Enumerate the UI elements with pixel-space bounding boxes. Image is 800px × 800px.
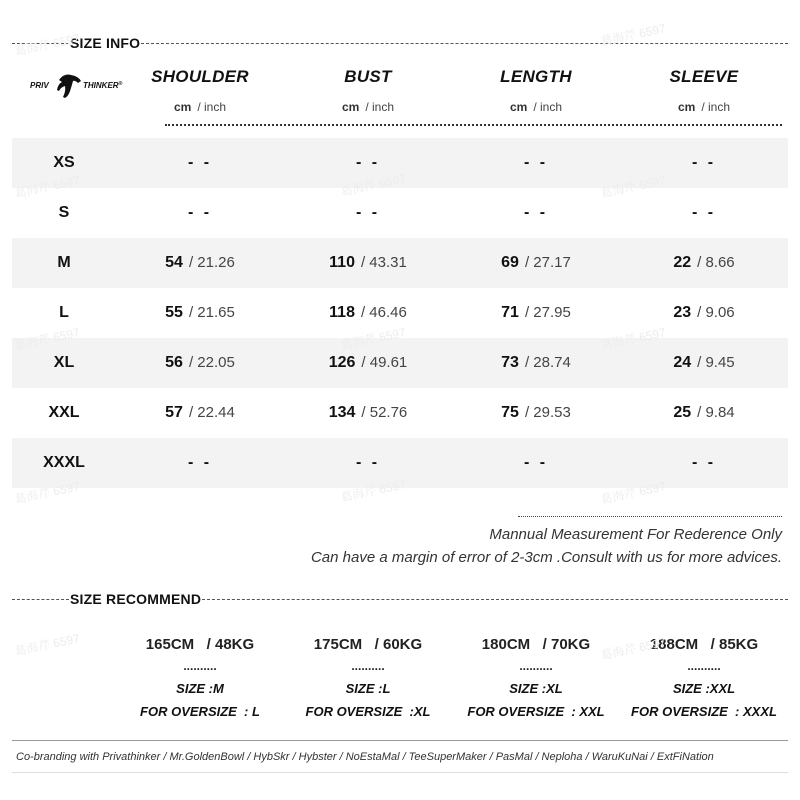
- size-recommend-title-bar: [12, 592, 788, 606]
- size-label: M: [57, 254, 71, 271]
- note-line-1: Mannual Measurement For Rederence Only: [489, 526, 782, 543]
- measurement-empty: - -: [187, 154, 213, 171]
- recommend-size: SIZE :XL: [509, 681, 563, 696]
- column-name: SLEEVE: [669, 67, 739, 86]
- measurement-empty: - -: [523, 154, 549, 171]
- measurement-empty: - -: [523, 204, 549, 221]
- note-line-2: Can have a margin of error of 2-3cm .Consult with us for more advices.: [310, 549, 782, 566]
- measurement-inch: / 21.26: [188, 254, 235, 271]
- logo-text-left: PRIV: [30, 81, 49, 90]
- title-dash-right: [202, 599, 788, 600]
- measurement-inch: / 28.74: [524, 354, 571, 371]
- measurement-cm: 69: [501, 254, 519, 271]
- measurement-empty: - -: [187, 204, 213, 221]
- measurement-empty: - -: [355, 454, 381, 471]
- measurement-cell: [284, 388, 452, 438]
- measurement-cm: 22: [673, 254, 692, 271]
- measurement-inch: / 22.44: [188, 404, 235, 421]
- recommend-dots: ..........: [351, 659, 385, 673]
- watermark: 葛海芹 6597: [599, 173, 667, 201]
- watermark: 葛海芹 6597: [13, 31, 81, 59]
- recommend-dots: ..........: [687, 659, 721, 673]
- size-recommend-item: [284, 636, 452, 719]
- measurement-inch: / 29.53: [524, 404, 571, 421]
- size-label: L: [59, 304, 69, 321]
- measurement-empty: - -: [187, 454, 213, 471]
- recommend-oversize: FOR OVERSIZE : XXXL: [631, 704, 777, 719]
- measurement-inch: / 43.31: [360, 254, 407, 271]
- recommend-height-weight: 165CM / 48KG: [145, 636, 255, 653]
- recommend-oversize: FOR OVERSIZE : XXL: [467, 704, 605, 719]
- measurement-cm: 25: [673, 404, 692, 421]
- watermark: 葛海芹 6597: [599, 325, 667, 353]
- measurement-inch: / 8.66: [697, 254, 735, 271]
- table-row: [12, 338, 788, 388]
- column-units: cm / inch: [677, 100, 731, 114]
- recommend-size: SIZE :L: [345, 681, 391, 696]
- measurement-empty: - -: [523, 454, 549, 471]
- measurement-inch: / 49.61: [361, 354, 408, 371]
- watermark: 葛海芹 6597: [339, 325, 407, 353]
- table-row: [12, 188, 788, 238]
- measurement-cm: 118: [329, 304, 355, 321]
- recommend-height-weight: 188CM / 85KG: [649, 636, 759, 653]
- measurement-empty: - -: [355, 204, 381, 221]
- measurement-cell: [620, 338, 788, 388]
- measurement-cell: [116, 388, 284, 438]
- watermark: 葛海芹 6597: [13, 325, 81, 353]
- panther-logo-icon: [56, 70, 84, 100]
- table-row: [12, 238, 788, 288]
- measurement-cell: [116, 288, 284, 338]
- footer-divider: [12, 740, 788, 741]
- measurement-inch: / 21.65: [188, 304, 235, 321]
- size-label: S: [58, 204, 70, 221]
- measurement-cell: [116, 338, 284, 388]
- size-recommend-item: [116, 636, 284, 719]
- measurement-inch: / 27.17: [524, 254, 571, 271]
- measurement-cm: 54: [165, 254, 183, 271]
- watermark: 葛海芹 6597: [13, 173, 81, 201]
- recommend-size: SIZE :XXL: [672, 681, 736, 696]
- measurement-cell: [116, 238, 284, 288]
- size-label: XXXL: [43, 454, 85, 471]
- recommend-height-weight: 180CM / 70KG: [481, 636, 591, 653]
- measurement-cm: 55: [165, 304, 183, 321]
- measurement-inch: / 9.06: [697, 304, 735, 321]
- size-label: XS: [53, 154, 75, 171]
- measurement-cell: [452, 338, 620, 388]
- watermark: 葛海芹 6597: [339, 171, 407, 199]
- measurement-inch: / 46.46: [360, 304, 407, 321]
- column-units: cm / inch: [173, 100, 227, 114]
- column-units: cm / inch: [341, 100, 395, 114]
- column-units: cm / inch: [509, 100, 563, 114]
- measurement-cm: 23: [673, 304, 692, 321]
- watermark: 葛海芹 6597: [13, 479, 81, 507]
- measurement-inch: / 52.76: [361, 404, 408, 421]
- footer-divider-bottom: [12, 772, 788, 773]
- measurement-cm: 73: [501, 354, 519, 371]
- measurement-cm: 56: [165, 354, 183, 371]
- table-row: [12, 388, 788, 438]
- measurement-inch: / 9.84: [697, 404, 735, 421]
- measurement-cm: 134: [328, 404, 356, 421]
- measurement-cell: [284, 238, 452, 288]
- measurement-cell: [452, 388, 620, 438]
- measurement-cm: 110: [329, 254, 355, 271]
- title-dash-left: [12, 599, 69, 600]
- measurement-cm: 71: [501, 304, 519, 321]
- title-dash-right: [141, 43, 788, 44]
- recommend-oversize: FOR OVERSIZE : L: [140, 704, 260, 719]
- watermark: 葛海芹 6597: [339, 477, 407, 505]
- measurement-cm: 24: [673, 354, 692, 371]
- column-name: BUST: [344, 67, 392, 86]
- recommend-size: SIZE :M: [176, 681, 224, 696]
- size-info-title: SIZE INFO: [70, 35, 141, 51]
- measurement-cm: 126: [328, 354, 356, 371]
- co-branding-footer: Co-branding with Privathinker / Mr.GoldenBowl / HybSkr / Hybster / NoEstaMal / TeeSuperMaker / PasMal / Neploha / WaruKuNai / ExtFiNation: [16, 751, 714, 763]
- size-recommend-title: SIZE RECOMMEND: [70, 591, 202, 607]
- logo-text-right: THINKER®: [83, 81, 123, 90]
- measurement-inch: / 22.05: [188, 354, 235, 371]
- size-label: XL: [53, 354, 75, 371]
- measurement-empty: - -: [355, 154, 381, 171]
- recommend-oversize: FOR OVERSIZE :XL: [305, 704, 431, 719]
- measurement-cell: [452, 238, 620, 288]
- size-label: XXL: [48, 404, 80, 421]
- column-name: SHOULDER: [151, 67, 249, 86]
- measurement-empty: - -: [691, 454, 717, 471]
- measurement-cm: 75: [501, 404, 519, 421]
- brand-logo: [26, 70, 130, 100]
- measurement-cell: [620, 388, 788, 438]
- recommend-dots: ..........: [519, 659, 553, 673]
- measurement-empty: - -: [691, 204, 717, 221]
- note-dotted-divider: [518, 516, 782, 517]
- measurement-inch: / 27.95: [524, 304, 571, 321]
- size-recommend-item: [452, 636, 620, 719]
- measurement-cm: 57: [165, 404, 183, 421]
- measurement-cell: [452, 288, 620, 338]
- measurement-inch: / 9.45: [697, 354, 735, 371]
- watermark: 葛海芹 6597: [599, 635, 667, 663]
- measurement-cell: [620, 238, 788, 288]
- size-info-title-bar: [12, 36, 788, 50]
- header-dotted-divider: [165, 124, 782, 126]
- measurement-empty: - -: [691, 154, 717, 171]
- column-name: LENGTH: [500, 67, 572, 86]
- recommend-height-weight: 175CM / 60KG: [313, 636, 423, 653]
- watermark: 葛海芹 6597: [599, 479, 667, 507]
- watermark: 葛海芹 6597: [13, 631, 81, 659]
- recommend-dots: ..........: [183, 659, 217, 673]
- watermark: 葛海芹 6597: [599, 21, 667, 49]
